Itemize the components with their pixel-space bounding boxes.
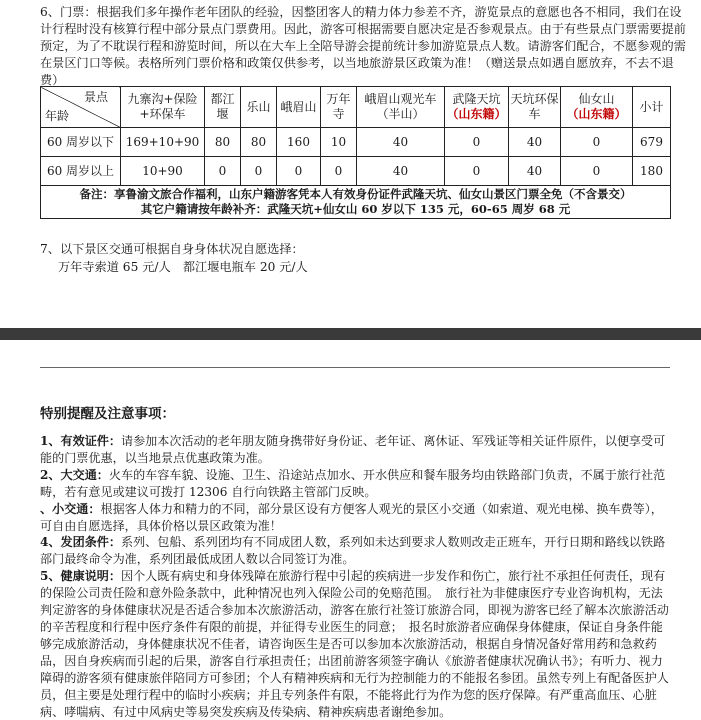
notice-item-label: 5、健康说明：	[40, 569, 121, 584]
header-leshan: 乐山	[241, 87, 277, 128]
notice-item	[40, 534, 672, 568]
section-7-title: 7、以下景区交通可根据自身身体状况自愿选择：	[40, 242, 304, 256]
shandong-tag-xiannvshan: （山东籍）	[566, 107, 627, 121]
table-cell: 0	[561, 128, 633, 157]
table-cell: 0	[241, 157, 277, 186]
notice-item	[40, 501, 672, 535]
page-bottom	[0, 340, 701, 719]
table-cell: 0	[445, 157, 509, 186]
table-cell: 169+10+90	[121, 128, 205, 157]
row-label: 60 周岁以上	[41, 157, 121, 186]
header-emeishan: 峨眉山	[277, 87, 321, 128]
header-wulong-tiankeng	[445, 87, 509, 128]
section-7-transport	[40, 240, 308, 276]
table-cell: 160	[277, 128, 321, 157]
table-cell: 80	[205, 128, 241, 157]
table-cell: 0	[561, 157, 633, 186]
header-wulong-label: 武隆天坑	[452, 92, 501, 106]
notice-item	[40, 467, 672, 501]
table-cell: 40	[509, 128, 561, 157]
table-cell: 10	[321, 128, 357, 157]
table-cell: 0	[445, 128, 509, 157]
section-6-note: （赠送景点如遇自愿放弃，不去不退费）	[40, 56, 674, 87]
header-xiannvshan-label: 仙女山	[578, 92, 615, 106]
notice-item-text: 因个人既有病史和身体残障在旅游行程中引起的疾病进一步发作和伤亡，旅行社不承担任何责任，现有的保险公司责任险和意外险条款中，此种情况也列入保险公司的免赔范围。 旅行社为非健康医疗专业咨询机构，无法判定游客的身体健康状况是否适合参加本次旅游活动，游客在旅行社签订旅游合同，即视为游客已经了解本次旅游活动的辛苦程度和行程中医疗条件有限的前提，并征得专业医生的同意； 报名时旅游者应确保身体健康，保证自身条件能够完成旅游活动，身体健康状况不佳者，请咨询医生是否可以参加本次旅游活动，根据自身情况备好常用药和急救药品，因自身疾病而引起的后果，游客自行承担责任；出团前游客须签字确认《旅游者健康状况确认书》；有听力、视力障碍的游客须有健康旅伴陪同方可参团；个人有精神疾病和无行为控制能力的不能报名参团。虽然专列上有配备医护人员，但主要是处理行程中的临时小疾病；并且专列条件有限，不能将此行为作为您的医疗保障。有严重高血压、心脏病、哮喘病、有过中风病史等易突发疾病及传染病、精神疾病患者谢绝参加。	[40, 569, 669, 719]
corner-top-label: 景点	[83, 90, 108, 104]
table-cell: 0	[321, 157, 357, 186]
notice-item	[40, 433, 672, 467]
notice-item-text: 请参加本次活动的老年朋友随身携带好身份证、老年证、离休证、军残证等相关证件原件，以便享受可能的门票优惠，以当地景点优惠政策为准。	[40, 434, 666, 465]
header-jiuzhaigou: 九寨沟+保险+环保车	[121, 87, 205, 128]
table-cell: 679	[633, 128, 671, 157]
section-6-text: 6、门票：根据我们多年操作老年团队的经验，因整团客人的精力体力参差不齐，游览景点的意愿也各不相同，我们在设计行程时没有核算行程中部分景点门票费用。因此，游客可根据需要自愿决定是否参观景点。由于有些景点门票需要提前预定，为了不耽误行程和游览时间，所以在大车上全陪导游会提前统计参加游览景点人数。请游客们配合，不愿参观的需在景区门口等候。表格所列门票价格和政策仅供参考，以当地旅游景区政策为准！	[40, 5, 686, 70]
page-divider	[0, 328, 701, 340]
table-note-line-1: 备注：享鲁渝文旅合作福利，山东户籍游客凭本人有效身份证件武隆天坑、仙女山景区门票全免（不含景交）	[79, 187, 632, 201]
header-wannian-temple: 万年寺	[321, 87, 357, 128]
notice-item-text: 根据客人体力和精力的不同，部分景区设有方便客人观光的景区小交通（如索道、观光电梯、换车费等），可自由自愿选择，具体价格以景区政策为准！	[40, 501, 663, 533]
notice-item-label: 2、大交通：	[40, 467, 109, 482]
shandong-tag-wulong: （山东籍）	[446, 107, 507, 121]
notice-title: 特别提醒及注意事项：	[40, 406, 175, 422]
section-6-tickets	[40, 4, 690, 89]
notice-item-text: 系列、包船、系列团均有不同成团人数，系列如未达到要求人数则改走正班车，开行日期和路线以铁路部门最终命令为准，系列团最低成团人数以合同签订为准。	[40, 535, 666, 567]
table-note-line-2: 其它户籍请按年龄补齐：武隆天坑+仙女山 60 岁以下 135 元，60-65 周岁 68 元	[140, 202, 571, 216]
table-cell: 0	[205, 157, 241, 186]
notice-item-label: 、小交通：	[40, 501, 101, 516]
header-rule	[40, 367, 670, 368]
table-cell: 180	[633, 157, 671, 186]
notice-item-label: 1、有效证件：	[40, 434, 121, 448]
table-cell: 40	[357, 157, 445, 186]
corner-cell	[41, 87, 121, 128]
ticket-price-table	[40, 86, 671, 219]
notice-item-text: 火车的车容车貌、设施、卫生、沿途站点加水、开水供应和餐车服务均由铁路部门负责，不属于旅行社范畴，若有意见或建议可拨打 12306 自行向铁路主管部门反映。	[40, 467, 666, 499]
page-top	[0, 0, 701, 328]
header-tiankeng-shuttle: 天坑环保车	[509, 87, 561, 128]
table-cell: 80	[241, 128, 277, 157]
table-cell: 40	[357, 128, 445, 157]
header-dujiangyan: 都江堰	[205, 87, 241, 128]
header-emei-shuttle: 峨眉山观光车（半山）	[357, 87, 445, 128]
table-header-row	[41, 87, 671, 128]
table-cell: 40	[509, 157, 561, 186]
table-cell: 0	[277, 157, 321, 186]
section-7-detail: 万年寺索道 65 元/人 都江堰电瓶车 20 元/人	[58, 260, 308, 274]
notice-list	[40, 433, 672, 720]
table-note	[41, 186, 671, 219]
notice-item-label: 4、发团条件：	[40, 535, 121, 550]
table-row	[41, 157, 671, 186]
row-label: 60 周岁以下	[41, 128, 121, 157]
header-xiannvshan	[561, 87, 633, 128]
table-cell: 10+90	[121, 157, 205, 186]
table-row	[41, 128, 671, 157]
corner-bottom-label: 年龄	[45, 109, 70, 123]
table-note-row	[41, 186, 671, 219]
notice-item	[40, 568, 672, 720]
header-subtotal: 小计	[633, 87, 671, 128]
